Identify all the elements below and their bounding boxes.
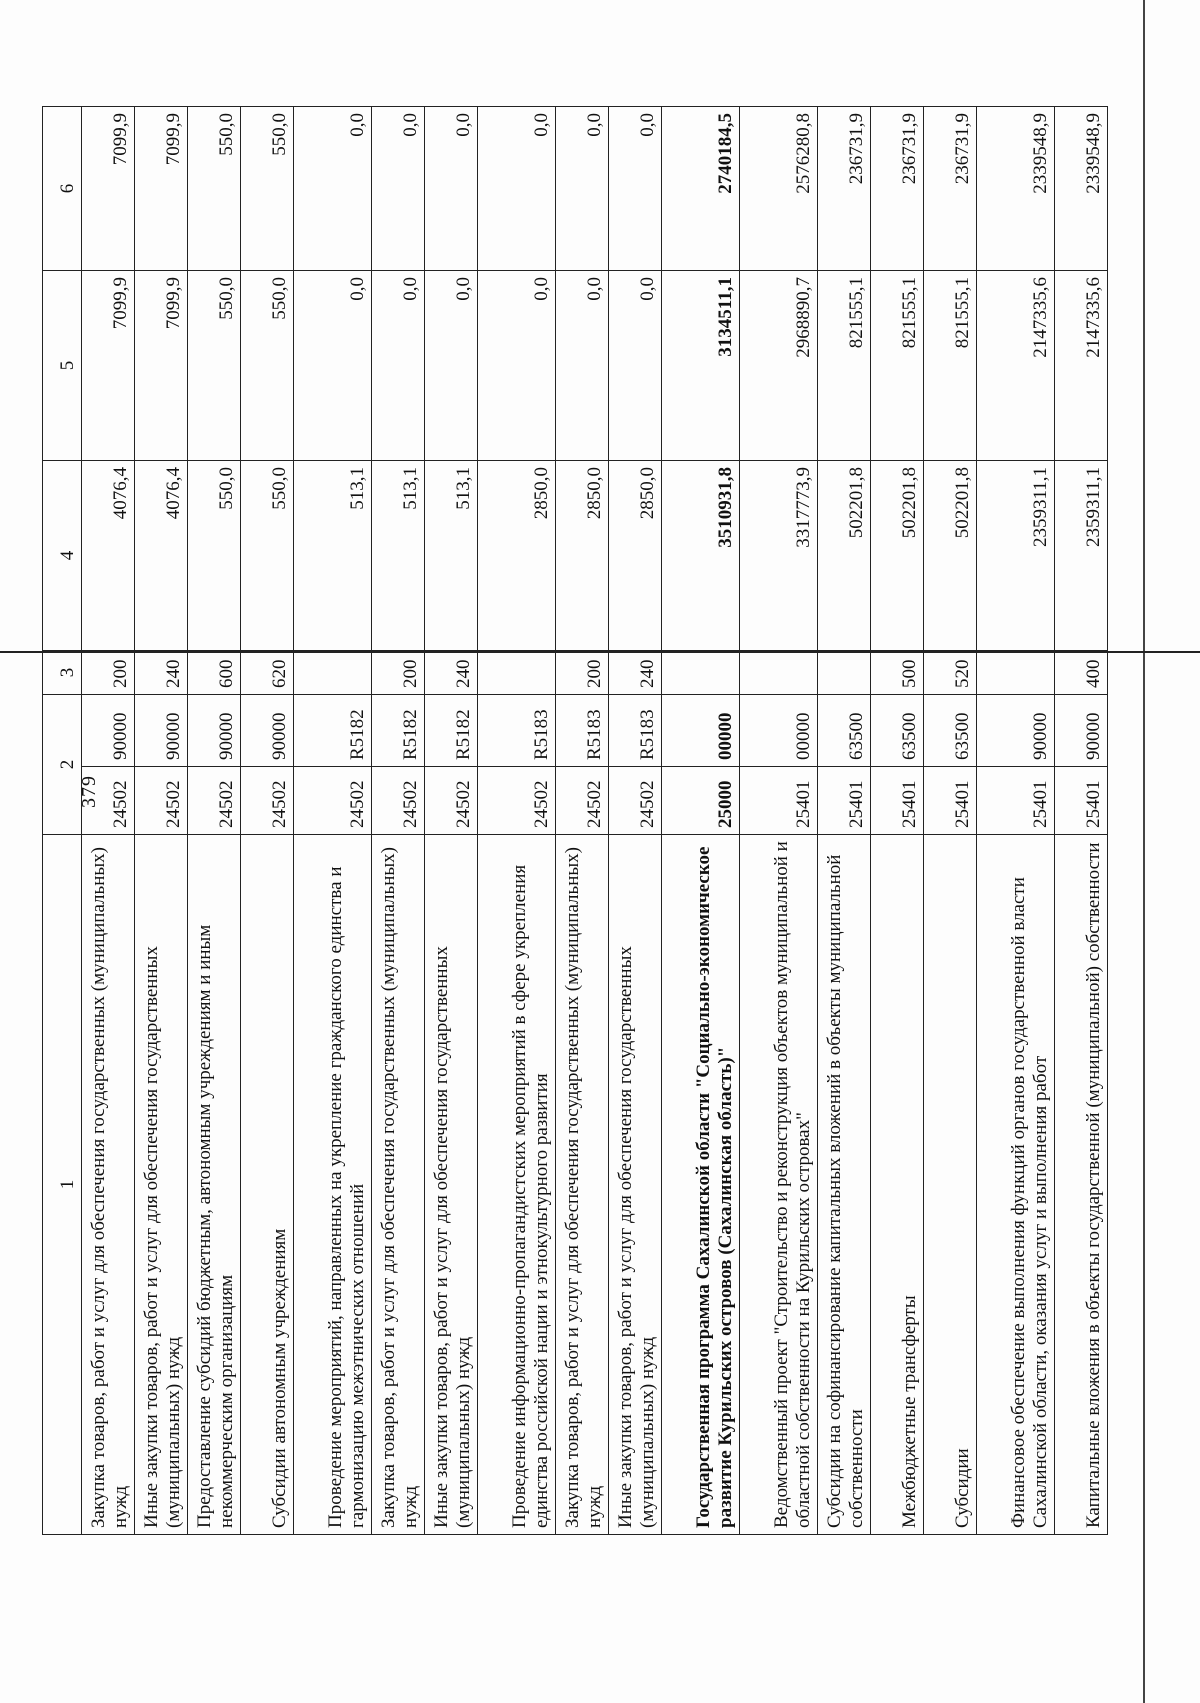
row-value-col5: 0,0 bbox=[478, 271, 556, 461]
row-name: Субсидии автономным учреждениям bbox=[241, 835, 294, 1535]
row-value-col5: 7099,9 bbox=[82, 271, 135, 461]
row-value-col5: 821555,1 bbox=[924, 271, 977, 461]
row-value-col5: 821555,1 bbox=[871, 271, 924, 461]
row-value-col6: 7099,9 bbox=[135, 107, 188, 271]
row-value-col6: 2339548,9 bbox=[1055, 107, 1108, 271]
row-code-direction: 00000 bbox=[662, 695, 740, 767]
column-header: 4 bbox=[43, 461, 82, 651]
row-expense-type bbox=[818, 651, 871, 695]
row-name: Закупка товаров, работ и услуг для обеспечения государственных (муниципальных) нужд bbox=[372, 835, 425, 1535]
row-value-col4: 502201,8 bbox=[871, 461, 924, 651]
row-expense-type: 620 bbox=[241, 651, 294, 695]
row-value-col6: 0,0 bbox=[372, 107, 425, 271]
row-value-col6: 0,0 bbox=[294, 107, 372, 271]
row-expense-type bbox=[662, 651, 740, 695]
row-value-col6: 2339548,9 bbox=[977, 107, 1055, 271]
row-value-col5: 0,0 bbox=[556, 271, 609, 461]
row-code-program: 25401 bbox=[977, 767, 1055, 835]
row-name: Субсидии bbox=[924, 835, 977, 1535]
table-row bbox=[82, 107, 135, 1535]
row-value-col6: 0,0 bbox=[609, 107, 662, 271]
row-code-direction: 90000 bbox=[241, 695, 294, 767]
row-name: Субсидии на софинансирование капитальных вложений в объекты муниципальной собственности bbox=[818, 835, 871, 1535]
row-code-program: 24502 bbox=[188, 767, 241, 835]
row-value-col5: 2147335,6 bbox=[977, 271, 1055, 461]
row-value-col5: 821555,1 bbox=[818, 271, 871, 461]
row-name: Ведомственный проект "Строительство и реконструкция объектов муниципальной и областной собственности на Курильских островах" bbox=[740, 835, 818, 1535]
row-value-col4: 513,1 bbox=[372, 461, 425, 651]
row-expense-type: 200 bbox=[556, 651, 609, 695]
row-value-col4: 4076,4 bbox=[135, 461, 188, 651]
row-code-program: 24502 bbox=[609, 767, 662, 835]
row-value-col5: 0,0 bbox=[372, 271, 425, 461]
row-value-col6: 236731,9 bbox=[924, 107, 977, 271]
row-code-program: 24502 bbox=[82, 767, 135, 835]
row-expense-type: 240 bbox=[425, 651, 478, 695]
row-name: Закупка товаров, работ и услуг для обеспечения государственных (муниципальных) нужд bbox=[556, 835, 609, 1535]
row-value-col4: 3510931,8 bbox=[662, 461, 740, 651]
row-value-col4: 4076,4 bbox=[82, 461, 135, 651]
row-code-direction: 63500 bbox=[818, 695, 871, 767]
column-header: 3 bbox=[43, 651, 82, 695]
row-name: Иные закупки товаров, работ и услуг для обеспечения государственных (муниципальных) нужд bbox=[135, 835, 188, 1535]
row-expense-type: 200 bbox=[82, 651, 135, 695]
row-code-direction: 00000 bbox=[740, 695, 818, 767]
row-code-direction: 90000 bbox=[82, 695, 135, 767]
row-value-col4: 550,0 bbox=[188, 461, 241, 651]
row-value-col4: 513,1 bbox=[294, 461, 372, 651]
row-code-direction: 90000 bbox=[135, 695, 188, 767]
row-code-direction: 63500 bbox=[924, 695, 977, 767]
row-name: Финансовое обеспечение выполнения функций органов государственной власти Сахалинской области, оказания услуг и выполнения работ bbox=[977, 835, 1055, 1535]
row-value-col6: 2740184,5 bbox=[662, 107, 740, 271]
row-code-program: 24502 bbox=[556, 767, 609, 835]
column-header: 5 bbox=[43, 271, 82, 461]
row-value-col5: 0,0 bbox=[609, 271, 662, 461]
row-name: Проведение информационно-пропагандистских мероприятий в сфере укрепления единства российской нации и этнокультурного развития bbox=[478, 835, 556, 1535]
row-code-program: 24502 bbox=[425, 767, 478, 835]
table-row bbox=[977, 107, 1055, 1535]
table-row bbox=[818, 107, 871, 1535]
row-value-col4: 2850,0 bbox=[478, 461, 556, 651]
table-row bbox=[294, 107, 372, 1535]
row-expense-type: 240 bbox=[135, 651, 188, 695]
row-value-col5: 2147335,6 bbox=[1055, 271, 1108, 461]
row-code-program: 24502 bbox=[478, 767, 556, 835]
row-code-program: 24502 bbox=[372, 767, 425, 835]
table-row bbox=[188, 107, 241, 1535]
column-header: 1 bbox=[43, 835, 82, 1535]
table-row bbox=[372, 107, 425, 1535]
row-expense-type: 500 bbox=[871, 651, 924, 695]
row-name: Капитальные вложения в объекты государственной (муниципальной) собственности bbox=[1055, 835, 1108, 1535]
row-value-col4: 2359311,1 bbox=[977, 461, 1055, 651]
row-code-direction: R5183 bbox=[556, 695, 609, 767]
row-value-col5: 0,0 bbox=[294, 271, 372, 461]
row-value-col6: 7099,9 bbox=[82, 107, 135, 271]
row-value-col6: 2576280,8 bbox=[740, 107, 818, 271]
row-value-col5: 0,0 bbox=[425, 271, 478, 461]
row-name: Закупка товаров, работ и услуг для обеспечения государственных (муниципальных) нужд bbox=[82, 835, 135, 1535]
row-value-col4: 2850,0 bbox=[556, 461, 609, 651]
row-name: Иные закупки товаров, работ и услуг для обеспечения государственных (муниципальных) нужд bbox=[609, 835, 662, 1535]
budget-table bbox=[42, 106, 1108, 1535]
table-row bbox=[135, 107, 188, 1535]
row-expense-type: 240 bbox=[609, 651, 662, 695]
column-header: 2 bbox=[43, 695, 82, 835]
scan-artifact-line bbox=[1143, 0, 1145, 1703]
row-code-program: 25401 bbox=[1055, 767, 1108, 835]
row-value-col5: 2968890,7 bbox=[740, 271, 818, 461]
table-row bbox=[478, 107, 556, 1535]
table-row bbox=[924, 107, 977, 1535]
row-value-col5: 3134511,1 bbox=[662, 271, 740, 461]
row-expense-type: 600 bbox=[188, 651, 241, 695]
table-row bbox=[241, 107, 294, 1535]
row-value-col6: 236731,9 bbox=[871, 107, 924, 271]
row-code-direction: R5183 bbox=[478, 695, 556, 767]
row-code-program: 24502 bbox=[241, 767, 294, 835]
row-value-col6: 0,0 bbox=[556, 107, 609, 271]
row-value-col6: 236731,9 bbox=[818, 107, 871, 271]
row-value-col6: 0,0 bbox=[478, 107, 556, 271]
row-name: Предоставление субсидий бюджетным, автономным учреждениям и иным некоммерческим организациям bbox=[188, 835, 241, 1535]
table-row bbox=[609, 107, 662, 1535]
row-expense-type: 400 bbox=[1055, 651, 1108, 695]
row-value-col6: 0,0 bbox=[425, 107, 478, 271]
row-expense-type: 200 bbox=[372, 651, 425, 695]
row-code-direction: R5182 bbox=[425, 695, 478, 767]
row-code-program: 25401 bbox=[924, 767, 977, 835]
row-name: Государственная программа Сахалинской области "Социально-экономическое развитие Курильских островов (Сахалинская область)" bbox=[662, 835, 740, 1535]
row-code-direction: 90000 bbox=[188, 695, 241, 767]
row-value-col4: 550,0 bbox=[241, 461, 294, 651]
row-value-col4: 2850,0 bbox=[609, 461, 662, 651]
row-code-program: 25401 bbox=[740, 767, 818, 835]
row-code-program: 25401 bbox=[871, 767, 924, 835]
row-expense-type bbox=[977, 651, 1055, 695]
table-row bbox=[871, 107, 924, 1535]
row-code-program: 24502 bbox=[294, 767, 372, 835]
row-expense-type bbox=[478, 651, 556, 695]
row-code-direction: R5182 bbox=[294, 695, 372, 767]
row-name: Межбюджетные трансферты bbox=[871, 835, 924, 1535]
row-code-direction: 63500 bbox=[871, 695, 924, 767]
row-name: Проведение мероприятий, направленных на укрепление гражданского единства и гармонизацию межэтнических отношений bbox=[294, 835, 372, 1535]
row-code-program: 25000 bbox=[662, 767, 740, 835]
row-code-direction: R5182 bbox=[372, 695, 425, 767]
row-value-col6: 550,0 bbox=[188, 107, 241, 271]
row-expense-type bbox=[294, 651, 372, 695]
row-code-program: 24502 bbox=[135, 767, 188, 835]
row-code-direction: R5183 bbox=[609, 695, 662, 767]
table-header-row bbox=[43, 107, 82, 1535]
table-row bbox=[556, 107, 609, 1535]
row-value-col6: 550,0 bbox=[241, 107, 294, 271]
row-value-col5: 550,0 bbox=[188, 271, 241, 461]
row-value-col4: 2359311,1 bbox=[1055, 461, 1108, 651]
column-header: 6 bbox=[43, 107, 82, 271]
row-expense-type: 520 bbox=[924, 651, 977, 695]
table-row bbox=[740, 107, 818, 1535]
row-value-col4: 513,1 bbox=[425, 461, 478, 651]
row-code-direction: 90000 bbox=[1055, 695, 1108, 767]
row-value-col4: 502201,8 bbox=[818, 461, 871, 651]
row-value-col4: 3317773,9 bbox=[740, 461, 818, 651]
row-expense-type bbox=[740, 651, 818, 695]
table-row bbox=[1055, 107, 1108, 1535]
row-value-col5: 7099,9 bbox=[135, 271, 188, 461]
row-code-direction: 90000 bbox=[977, 695, 1055, 767]
row-value-col5: 550,0 bbox=[241, 271, 294, 461]
table-row bbox=[662, 107, 740, 1535]
page-number: 379 bbox=[78, 775, 100, 808]
row-value-col4: 502201,8 bbox=[924, 461, 977, 651]
table-row bbox=[425, 107, 478, 1535]
row-code-program: 25401 bbox=[818, 767, 871, 835]
row-name: Иные закупки товаров, работ и услуг для обеспечения государственных (муниципальных) нужд bbox=[425, 835, 478, 1535]
